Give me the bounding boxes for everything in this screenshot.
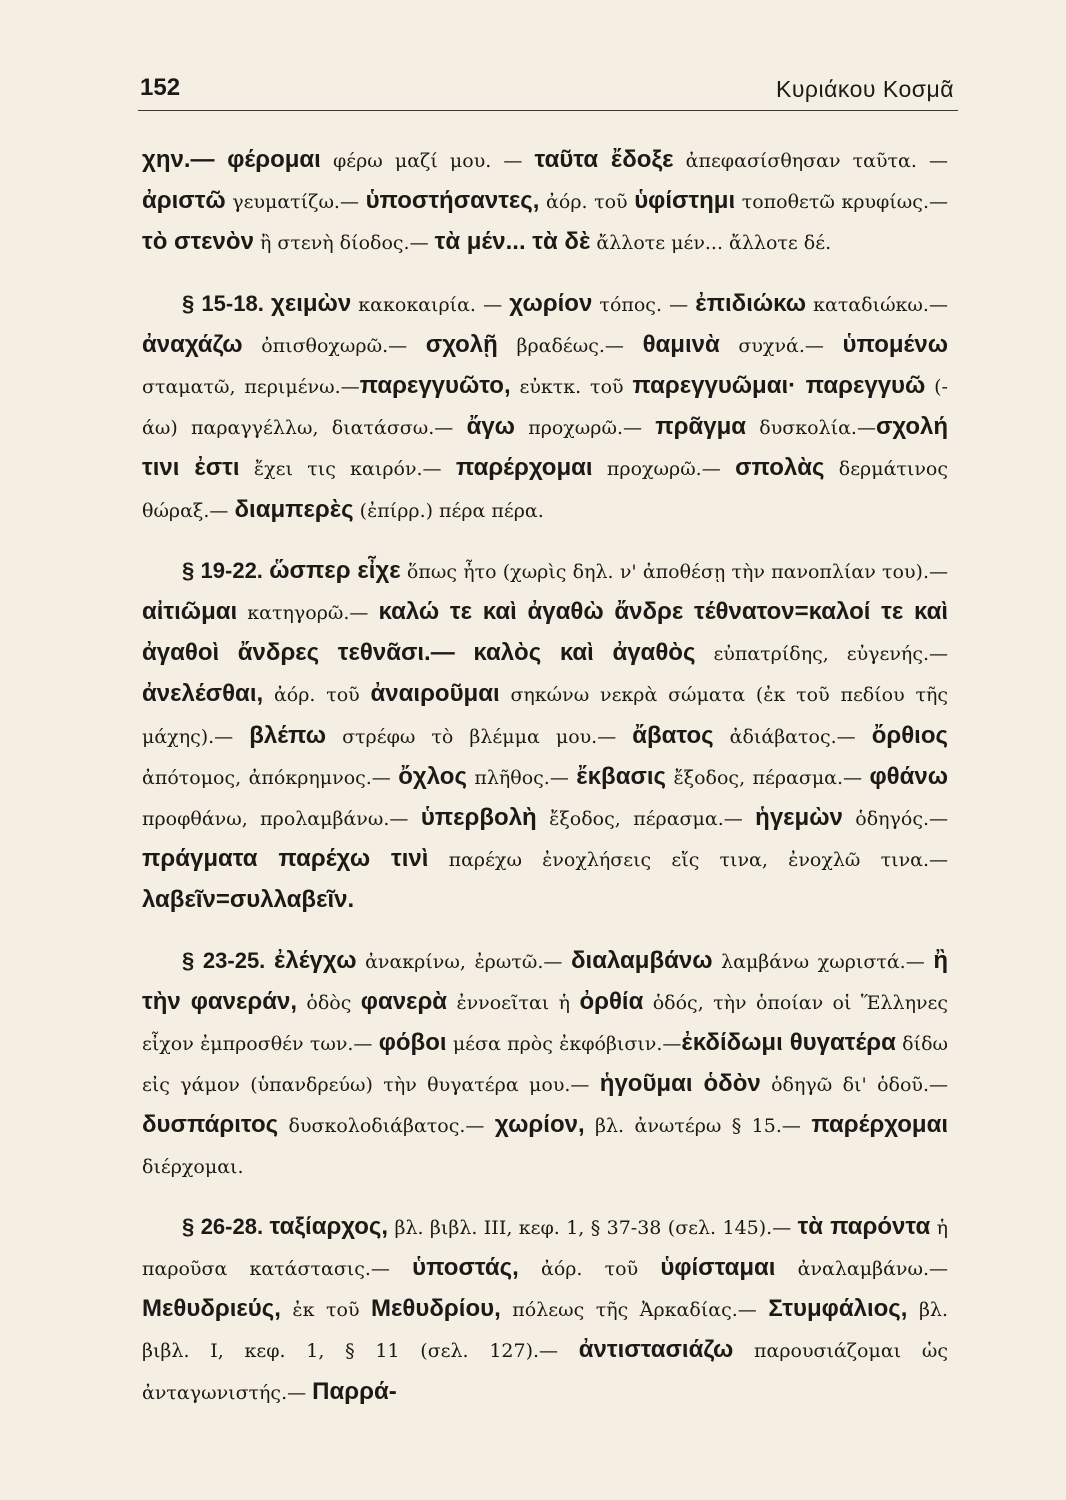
paragraph [142, 941, 948, 1187]
section-marker: § 23-25. [182, 947, 274, 973]
headword: χωρίον, [494, 1111, 585, 1139]
definition: ἀνακρίνω, ἐρωτῶ.— [356, 950, 571, 973]
definition: φέρω μαζί μου. — [320, 150, 535, 172]
definition: πλῆθος.— [466, 766, 577, 789]
definition: σταματῶ, περιμένω.— [142, 376, 360, 399]
definition: κακοκαιρία. — [351, 293, 510, 316]
definition: καταδιώκω.— [806, 293, 948, 316]
headword: ὑποστάς, [412, 1254, 519, 1282]
definition: ὁδὸς [297, 991, 361, 1014]
headword: ὑφίστημι [634, 187, 736, 215]
definition: δυσκολοδιάβατος.— [278, 1115, 495, 1138]
headword: ὄρθιος [871, 721, 948, 749]
headword: φανερὰ [360, 987, 448, 1015]
definition: ἔξοδος, πέρασμα.— [536, 808, 756, 831]
headword: τὰ παρόντα [797, 1212, 931, 1240]
headword: ὀρθία [579, 987, 644, 1015]
headword: Μεθυδρίου, [371, 1295, 501, 1323]
definition: σηκώνω νεκρὰ σώματα (ἐκ τοῦ πεδίου τῆς μάχης).— [142, 684, 948, 748]
headword: ταῦτα ἔδοξε [534, 146, 674, 173]
headword: ἀριστῶ [142, 187, 226, 215]
section-marker: § 19-22. [182, 557, 270, 583]
definition: ἀπεφασίσθησαν ταῦτα. — [673, 150, 949, 172]
definition: προχωρῶ.— [514, 417, 656, 440]
headword: ἀνελέσθαι, [142, 680, 264, 708]
paragraph [142, 284, 948, 531]
definition: διέρχομαι. [142, 1155, 244, 1178]
headword: πράγματα παρέχω τινὶ [142, 845, 429, 873]
section-marker: § 15-18. [182, 290, 271, 316]
headword: χειμὼν [271, 289, 352, 317]
definition: (-άω) παραγγέλλω, διατάσσω.— [142, 376, 948, 440]
definition: λαμβάνω χωριστά.— [712, 950, 934, 973]
headword: ἄβατος [632, 721, 714, 749]
definition: ὅπως ἦτο (χωρὶς δηλ. ν' ἀποθέσῃ τὴν πανοπλίαν του).— [400, 560, 948, 583]
headword: φθάνω [869, 762, 948, 790]
headword: δυσπάριτος [142, 1111, 279, 1139]
headword: τὸ στενὸν [142, 228, 254, 256]
section-marker: § 26-28. [182, 1213, 270, 1239]
definition: βραδέως.— [497, 334, 643, 357]
headword: ἀναιροῦμαι [370, 680, 500, 708]
headword: ἀναχάζω [142, 330, 243, 358]
paragraph [142, 140, 948, 264]
headword: ταξίαρχος, [269, 1212, 389, 1240]
headword: βλέπω [249, 721, 327, 749]
headword: ἄγω [466, 413, 515, 441]
paragraph [142, 1207, 948, 1413]
definition: ἐκ τοῦ [280, 1299, 372, 1322]
definition: ὁδηγός.— [842, 808, 949, 831]
headword: σχολῇ [425, 330, 498, 358]
definition: ὁδηγῶ δι' ὁδοῦ.— [760, 1074, 948, 1097]
definition: ἐννοεῖται ἡ [447, 991, 580, 1014]
definition: δυσκολία.— [746, 417, 876, 440]
headword: ἀντιστασιάζω [578, 1336, 734, 1364]
headword: ἡγοῦμαι ὁδὸν [599, 1070, 761, 1098]
headword: ἡγεμὼν [755, 804, 843, 832]
headword: πρᾶγμα [655, 413, 747, 441]
headword: σχολή τινι ἐστι [142, 413, 948, 482]
definition: τόπος. — [592, 293, 696, 316]
headword: αἰτιῶμαι [142, 598, 238, 626]
definition: δερμάτινος θώραξ.— [142, 458, 948, 522]
headword: ὑπομένω [842, 330, 948, 358]
definition: μέσα πρὸς ἐκφόβισιν.— [446, 1033, 682, 1056]
definition: γευματίζω.— [225, 191, 366, 214]
definition: ἀδιάβατος.— [713, 725, 872, 748]
headword: τὰ μέν... τὰ δὲ [434, 228, 591, 256]
definition: ὀπισθοχωρῶ.— [242, 334, 426, 357]
definition: ὁδός, τὴν ὁποίαν οἱ Ἕλληνες εἶχον ἐμπροσθέν των.— [142, 991, 948, 1056]
definition: προφθάνω, προλαμβάνω.— [142, 808, 421, 831]
headword: παρεγγυῶμαι· παρεγγυῶ [632, 372, 926, 400]
glossary-text [142, 140, 948, 1433]
headword: ἐλέγχω [273, 946, 357, 974]
headword: διαλαμβάνω [570, 946, 713, 974]
definition: παρουσιάζομαι ὡς ἀνταγωνιστής.— [142, 1340, 948, 1404]
headword: θαμινὰ [642, 330, 720, 358]
definition: (ἐπίρρ.) πέρα πέρα. [353, 499, 544, 522]
definition: ἄλλοτε μέν... ἄλλοτε δέ. [590, 232, 832, 255]
paragraph [142, 551, 948, 921]
definition: προχωρῶ.— [592, 458, 736, 481]
headword: Μεθυδριεύς, [142, 1295, 281, 1323]
headword: χωρίον [509, 289, 593, 317]
headword: παρεγγυῶτο, [359, 372, 511, 400]
headword: διαμπερὲς [234, 495, 354, 523]
definition: εὐκτκ. τοῦ [510, 376, 633, 399]
definition: πόλεως τῆς Ἀρκαδίας.— [500, 1299, 769, 1322]
definition: βλ. ἀνωτέρω § 15.— [584, 1115, 812, 1138]
headword: ἔκβασις [576, 762, 667, 790]
headword: ὑπερβολὴ [420, 804, 537, 832]
headword: Παρρά- [312, 1377, 397, 1405]
headword: ἢ τὴν φανεράν, [142, 946, 948, 1015]
headword: ὄχλος [398, 762, 467, 790]
headword: ἐπιδιώκω [695, 289, 807, 317]
definition: ἀναλαμβάνω.— [775, 1258, 948, 1281]
headword: ἐκδίδωμι θυγατέρα [681, 1029, 896, 1057]
definition: βλ. βιβλ. I, κεφ. 1, § 11 (σελ. 127).— [142, 1299, 949, 1363]
headword: ὑποστήσαντες, [365, 187, 540, 215]
headword: σπολὰς [735, 454, 825, 482]
headword: Στυμφάλιος, [768, 1295, 908, 1323]
definition: ἀόρ. τοῦ [539, 191, 635, 214]
definition: κατηγορῶ.— [237, 602, 379, 625]
headword: παρέρχομαι [811, 1111, 949, 1139]
definition: στρέφω τὸ βλέμμα μου.— [326, 725, 633, 748]
definition: δίδω εἰς γάμον (ὑπανδρεύω) τὴν θυγατέρα μου.— [142, 1033, 949, 1097]
definition: συχνά.— [719, 334, 843, 357]
definition: εὐπατρίδης, εὐγενής.— [695, 643, 948, 666]
definition: παρέχω ἐνοχλήσεις εἴς τινα, ἐνοχλῶ τινα.— [428, 849, 948, 872]
headword: λαβεῖν=συλλαβεῖν. [142, 886, 355, 914]
definition: ἔξοδος, πέρασμα.— [666, 766, 870, 789]
definition: ἔχει τις καιρόν.— [239, 458, 456, 481]
headword: χην.— φέρομαι [142, 146, 321, 173]
definition: ἀόρ. τοῦ [263, 684, 371, 707]
headword: παρέρχομαι [455, 454, 593, 482]
definition: βλ. βιβλ. III, κεφ. 1, § 37-38 (σελ. 145).— [388, 1216, 798, 1239]
headword: ὥσπερ εἶχε [269, 556, 401, 584]
definition: ἀπότομος, ἀπόκρημνος.— [142, 766, 399, 789]
definition: ἀόρ. τοῦ [518, 1258, 661, 1281]
definition: ἢ στενὴ δίοδος.— [253, 232, 435, 255]
page-number: 152 [140, 74, 181, 101]
headword: ὑφίσταμαι [660, 1254, 776, 1282]
running-head: Κυριάκου Κοσμᾶ [776, 76, 954, 102]
headword: φόβοι [378, 1029, 447, 1057]
definition: ἡ παροῦσα κατάστασις.— [142, 1216, 948, 1281]
headword: καλώ τε καὶ ἀγαθὼ ἄνδρε τέθνατον=καλοί τε καὶ ἀγαθοὶ ἄνδρες τεθνᾶσι.— καλὸς καὶ ἀγαθὸς [142, 598, 948, 667]
definition: τοποθετῶ κρυφίως.— [735, 191, 948, 214]
header-rule [138, 110, 958, 111]
